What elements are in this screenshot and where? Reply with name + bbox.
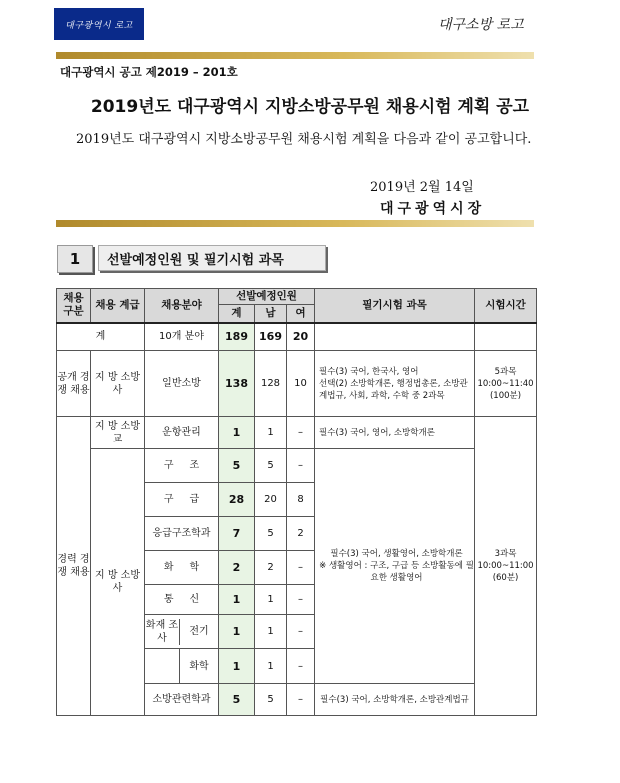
- career-total-1: 5: [219, 449, 255, 483]
- daegu-fire-logo: 대구소방 로고: [438, 17, 524, 33]
- career-field-6: 전기: [189, 626, 209, 637]
- career-total-0: 1: [219, 417, 255, 449]
- section-title: 선발예정인원 및 필기시험 과목: [98, 245, 326, 271]
- open-subjects: 필수(3) 국어, 한국사, 영어 선택(2) 소방학개론, 행정법총론, 소방관계법규, 사회, 과학, 수학 중 2과목: [315, 351, 475, 417]
- career-total-2: 28: [219, 483, 255, 517]
- career-field-4: 화 학: [145, 551, 219, 585]
- header-category: 채용 구분: [57, 289, 91, 323]
- total-field: 10개 분야: [145, 323, 219, 351]
- career-female-3: 2: [287, 517, 315, 551]
- career-female-8: –: [287, 684, 315, 716]
- open-total: 138: [219, 351, 255, 417]
- open-female: 10: [287, 351, 315, 417]
- intro-paragraph: 2019년도 대구광역시 지방소방공무원 채용시험 계획을 다음과 같이 공고합니다.: [76, 132, 532, 147]
- career-field-5: 통 신: [145, 585, 219, 615]
- total-count: 189: [219, 323, 255, 351]
- career-rank-gyo: 지 방 소방교: [91, 417, 145, 449]
- career-female-5: –: [287, 585, 315, 615]
- career-female-7: –: [287, 649, 315, 684]
- career-female-2: 8: [287, 483, 315, 517]
- recruitment-table: [56, 288, 537, 716]
- open-rank: 지 방 소방사: [91, 351, 145, 417]
- open-male: 128: [255, 351, 287, 417]
- career-subjects-main: 필수(3) 국어, 생활영어, 소방학개론 ※ 생활영어 : 구조, 구급 등 소방활동에 필요한 생활영어: [315, 449, 475, 684]
- career-subjects-related: 필수(3) 국어, 소방학개론, 소방관계법규: [315, 684, 475, 716]
- career-male-6: 1: [255, 615, 287, 649]
- career-female-6: –: [287, 615, 315, 649]
- career-field-8: 소방관련학과: [145, 684, 219, 716]
- open-category: 공개 경쟁 채용: [57, 351, 91, 417]
- header-subjects: 필기시험 과목: [315, 289, 475, 323]
- career-male-1: 5: [255, 449, 287, 483]
- career-rank-sa: 지 방 소방사: [91, 449, 145, 716]
- career-category: 경력 경쟁 채용: [57, 417, 91, 716]
- section-number: 1: [57, 245, 93, 273]
- career-female-1: –: [287, 449, 315, 483]
- career-row-0: [57, 417, 537, 449]
- career-male-2: 20: [255, 483, 287, 517]
- career-field-3: 응급구조학과: [145, 517, 219, 551]
- career-male-4: 2: [255, 551, 287, 585]
- total-row: [57, 323, 537, 351]
- notice-date: 2019년 2월 14일: [370, 180, 474, 195]
- career-field-7: 화학: [189, 660, 209, 672]
- career-subjects-aviation: 필수(3) 국어, 영어, 소방학개론: [315, 417, 475, 449]
- career-total-4: 2: [219, 551, 255, 585]
- career-male-3: 5: [255, 517, 287, 551]
- daegu-city-logo: 대구광역시 로고: [54, 8, 144, 40]
- bottom-divider: [56, 220, 534, 227]
- total-female: 20: [287, 323, 315, 351]
- header-time: 시험시간: [475, 289, 537, 323]
- notice-number: 대구광역시 공고 제2019 – 201호: [60, 65, 238, 79]
- header-rank: 채용 계급: [91, 289, 145, 323]
- header-total: 계: [219, 305, 255, 323]
- career-field-2: 구 급: [145, 483, 219, 517]
- career-female-0: –: [287, 417, 315, 449]
- career-total-6: 1: [219, 615, 255, 649]
- header-female: 여: [287, 305, 315, 323]
- top-divider: [56, 52, 534, 59]
- career-field-0: 운항관리: [145, 417, 219, 449]
- header-planned: 선발예정인원: [219, 289, 315, 305]
- career-field-1: 구 조: [145, 449, 219, 483]
- career-field-6-wrap: [145, 615, 219, 649]
- career-time: 3과목 10:00~11:00 (60분): [475, 417, 537, 716]
- open-row: [57, 351, 537, 417]
- career-male-7: 1: [255, 649, 287, 684]
- header-male: 남: [255, 305, 287, 323]
- page-title: 2019년도 대구광역시 지방소방공무원 채용시험 계획 공고: [90, 97, 530, 117]
- career-total-5: 1: [219, 585, 255, 615]
- career-row-1: [57, 449, 537, 483]
- fire-investigation-group: 화재 조사: [145, 619, 179, 644]
- issuer-name: 대구광역시장: [380, 201, 486, 217]
- career-male-0: 1: [255, 417, 287, 449]
- career-total-3: 7: [219, 517, 255, 551]
- open-time: 5과목 10:00~11:40 (100분): [475, 351, 537, 417]
- header-field: 채용분야: [145, 289, 219, 323]
- career-female-4: –: [287, 551, 315, 585]
- career-male-5: 1: [255, 585, 287, 615]
- career-total-8: 5: [219, 684, 255, 716]
- open-field: 일반소방: [145, 351, 219, 417]
- career-male-8: 5: [255, 684, 287, 716]
- total-label: 계: [57, 323, 145, 351]
- total-male: 169: [255, 323, 287, 351]
- career-total-7: 1: [219, 649, 255, 684]
